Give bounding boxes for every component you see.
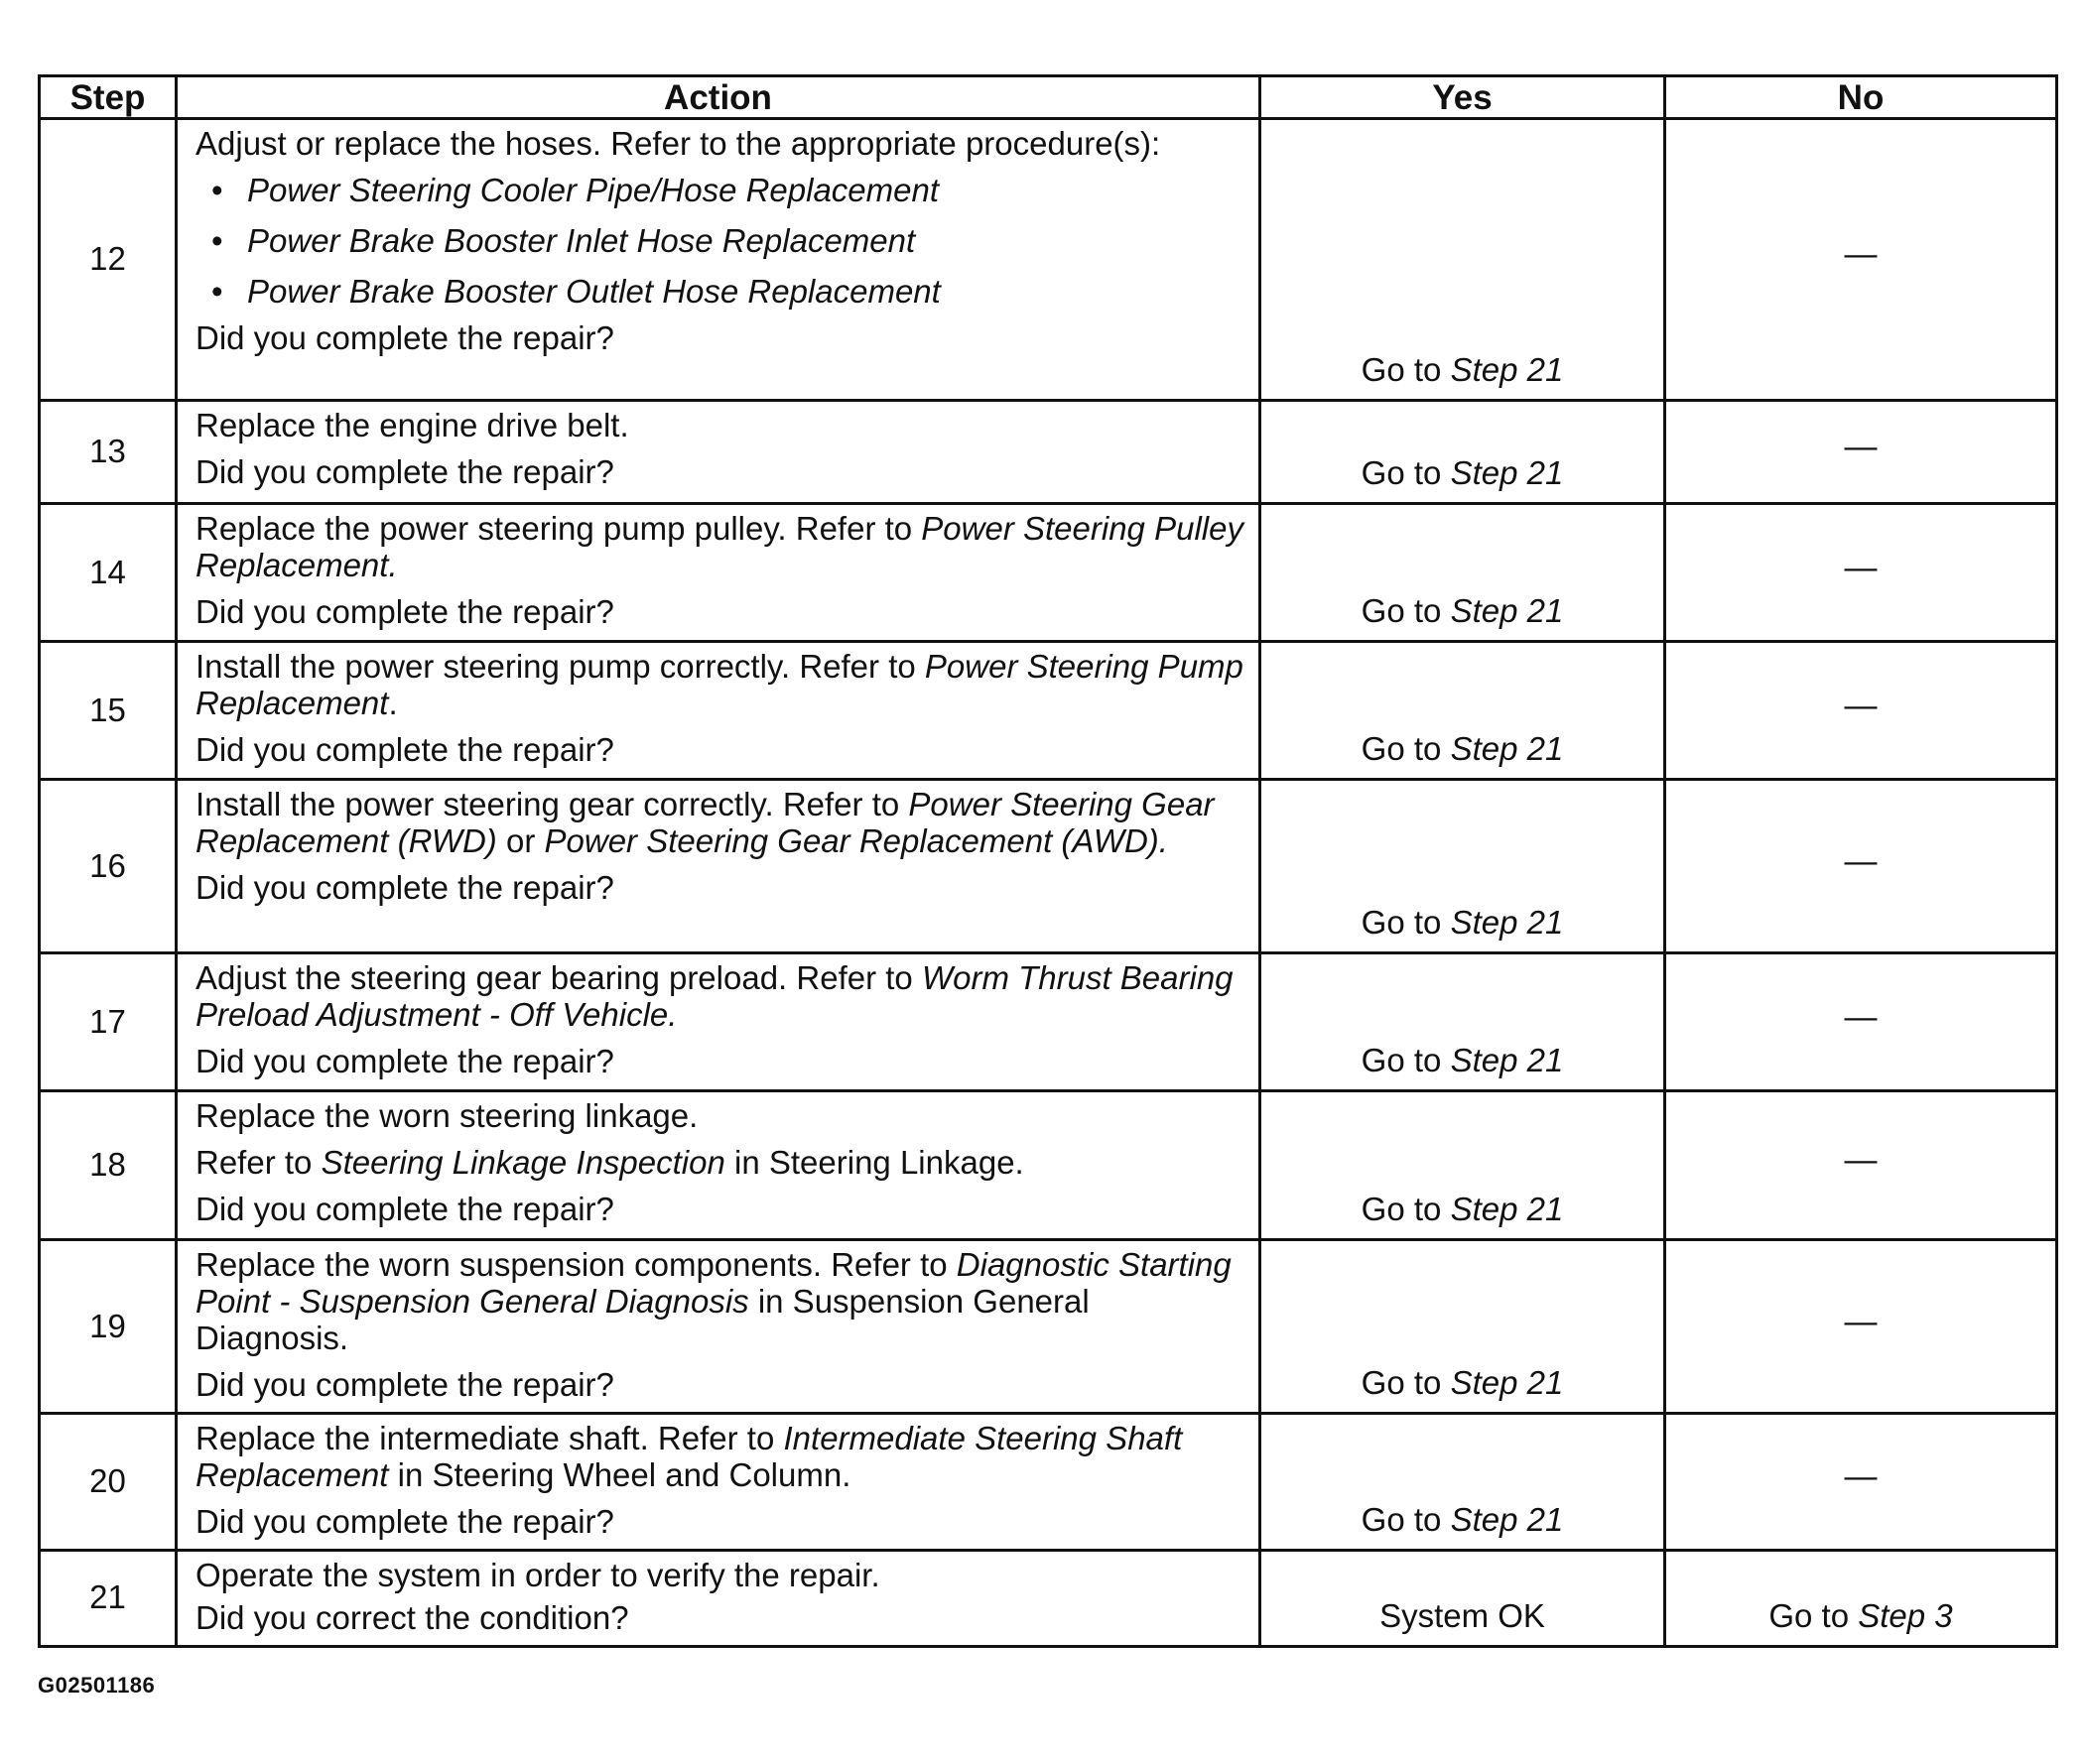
no-dash: —	[1844, 1302, 1878, 1339]
header-row	[40, 76, 2057, 119]
action-text: Adjust the steering gear bearing preload. Refer to Worm Thrust Bearing Preload Adjustment - Off Vehicle.	[196, 959, 1234, 1033]
action-cell	[177, 780, 1260, 953]
go-to-label: Go to	[1361, 1501, 1442, 1539]
procedure-list	[196, 173, 1244, 311]
table-row	[40, 401, 2057, 504]
table-row	[40, 642, 2057, 780]
column-header-action: Action	[177, 76, 1260, 119]
step-number: 12	[40, 119, 177, 401]
step-number: 17	[40, 953, 177, 1091]
action-cell	[177, 1240, 1260, 1414]
action-question: Did you complete the repair?	[196, 1042, 614, 1079]
no-cell	[1665, 780, 2057, 953]
no-dash: —	[1844, 1141, 1878, 1179]
action-cell	[177, 1091, 1260, 1240]
yes-step-link[interactable]: Step 21	[1450, 454, 1564, 492]
table-row	[40, 780, 2057, 953]
no-dash: —	[1844, 686, 1878, 723]
yes-step-link[interactable]: Step 21	[1450, 1191, 1564, 1228]
yes-step-link[interactable]: Step 21	[1450, 730, 1564, 768]
table-row	[40, 504, 2057, 642]
action-question: Did you complete the repair?	[196, 1365, 614, 1403]
yes-cell	[1260, 780, 1665, 953]
step-number: 16	[40, 780, 177, 953]
no-dash: —	[1844, 548, 1878, 585]
action-text: Replace the engine drive belt.	[196, 407, 629, 443]
action-question: Did you complete the repair?	[196, 1502, 614, 1540]
action-text: Operate the system in order to verify the repair.	[196, 1557, 880, 1593]
action-question: Did you complete the repair?	[196, 730, 614, 768]
action-question: Did you complete the repair?	[196, 452, 614, 490]
procedure-link[interactable]: Power Steering Gear Replacement (AWD).	[544, 821, 1168, 859]
action-cell	[177, 1551, 1260, 1647]
no-dash: —	[1844, 428, 1878, 465]
no-cell	[1665, 953, 2057, 1091]
step-number: 15	[40, 642, 177, 780]
action-text: Install the power steering pump correctly. Refer to Power Steering Pump Replacement.	[196, 648, 1243, 721]
step-number: 21	[40, 1551, 177, 1647]
yes-cell	[1260, 953, 1665, 1091]
figure-code: G02501186	[38, 1673, 156, 1698]
diagnostic-table	[38, 74, 2058, 1648]
column-header-yes: Yes	[1260, 76, 1665, 119]
no-step-link[interactable]: Step 3	[1858, 1596, 1953, 1634]
go-to-label: Go to	[1361, 730, 1442, 768]
go-to-label: Go to	[1361, 904, 1442, 942]
yes-step-link[interactable]: Step 21	[1450, 351, 1564, 389]
procedure-link[interactable]: Power Steering Pump Replacement	[196, 648, 1243, 721]
no-cell	[1665, 1551, 2057, 1647]
no-cell	[1665, 401, 2057, 504]
action-text: Replace the worn suspension components. Refer to Diagnostic Starting Point - Suspension General Diagnosis in Suspension General Diagnosis.	[196, 1246, 1232, 1356]
procedure-link[interactable]: • Power Brake Booster Outlet Hose Replacement	[247, 274, 1244, 311]
table-row	[40, 953, 2057, 1091]
table-row	[40, 1240, 2057, 1414]
no-dash: —	[1844, 997, 1878, 1035]
action-question: Did you complete the repair?	[196, 1190, 614, 1227]
table-row	[40, 1091, 2057, 1240]
table-row	[40, 1551, 2057, 1647]
action-reference: Refer to Steering Linkage Inspection in Steering Linkage.	[196, 1143, 1024, 1181]
yes-cell	[1260, 504, 1665, 642]
action-text: Replace the worn steering linkage.	[196, 1097, 699, 1134]
go-to-label: Go to	[1361, 592, 1442, 630]
step-number: 20	[40, 1414, 177, 1551]
procedure-link[interactable]: • Power Steering Cooler Pipe/Hose Replacement	[247, 173, 1244, 209]
step-number: 14	[40, 504, 177, 642]
go-to-label: Go to	[1361, 1191, 1442, 1228]
no-dash: —	[1844, 235, 1878, 273]
table-row	[40, 119, 2057, 401]
yes-cell	[1260, 119, 1665, 401]
action-text: Replace the power steering pump pulley. Refer to Power Steering Pulley Replacement.	[196, 510, 1243, 583]
go-to-label: Go to	[1361, 1042, 1442, 1079]
no-cell	[1665, 119, 2057, 401]
action-cell	[177, 504, 1260, 642]
step-number: 18	[40, 1091, 177, 1240]
yes-step-link[interactable]: Step 21	[1450, 1501, 1564, 1539]
action-cell	[177, 401, 1260, 504]
action-cell	[177, 119, 1260, 401]
no-cell	[1665, 504, 2057, 642]
yes-cell	[1260, 1551, 1665, 1647]
action-question: Did you complete the repair?	[196, 592, 614, 630]
procedure-link[interactable]: Power Steering Pulley Replacement.	[196, 510, 1243, 583]
procedure-link[interactable]: Power Steering Gear Replacement (RWD)	[196, 786, 1215, 859]
column-header-no: No	[1665, 76, 2057, 119]
action-question: Did you correct the condition?	[196, 1598, 629, 1636]
go-to-label: Go to	[1361, 454, 1442, 492]
yes-step-link[interactable]: Step 21	[1450, 592, 1564, 630]
procedure-link[interactable]: • Power Brake Booster Inlet Hose Replacement	[247, 223, 1244, 260]
yes-step-link[interactable]: Step 21	[1450, 1042, 1564, 1079]
procedure-link[interactable]: Worm Thrust Bearing Preload Adjustment - Off Vehicle.	[196, 959, 1234, 1033]
action-cell	[177, 642, 1260, 780]
procedure-link[interactable]: Steering Linkage Inspection	[321, 1143, 725, 1181]
action-question: Did you complete the repair?	[196, 868, 614, 906]
procedure-link[interactable]: Diagnostic Starting Point - Suspension General Diagnosis	[196, 1246, 1232, 1320]
procedure-link[interactable]: Intermediate Steering Shaft Replacement	[196, 1420, 1183, 1493]
column-header-step: Step	[40, 76, 177, 119]
yes-cell	[1260, 401, 1665, 504]
no-cell	[1665, 1414, 2057, 1551]
action-text: Adjust or replace the hoses. Refer to the appropriate procedure(s):	[196, 125, 1161, 162]
no-cell	[1665, 1091, 2057, 1240]
table-row	[40, 1414, 2057, 1551]
action-cell	[177, 1414, 1260, 1551]
yes-step-link[interactable]: Step 21	[1450, 904, 1564, 942]
step-number: 13	[40, 401, 177, 504]
action-question: Did you complete the repair?	[196, 318, 614, 356]
yes-cell	[1260, 1414, 1665, 1551]
yes-cell	[1260, 642, 1665, 780]
go-to-label: Go to	[1361, 1364, 1442, 1402]
action-text: Install the power steering gear correctly. Refer to Power Steering Gear Replacement (RWD) or Power Steering Gear Replacement (AWD).	[196, 786, 1215, 859]
no-dash: —	[1844, 841, 1878, 879]
system-ok-label: System OK	[1379, 1596, 1545, 1634]
step-number: 19	[40, 1240, 177, 1414]
go-to-label: Go to	[1768, 1596, 1850, 1634]
action-cell	[177, 953, 1260, 1091]
no-dash: —	[1844, 1457, 1878, 1495]
yes-step-link[interactable]: Step 21	[1450, 1364, 1564, 1402]
yes-cell	[1260, 1240, 1665, 1414]
go-to-label: Go to	[1361, 351, 1442, 389]
action-text: Replace the intermediate shaft. Refer to Intermediate Steering Shaft Replacement in Steering Wheel and Column.	[196, 1420, 1183, 1493]
no-cell	[1665, 642, 2057, 780]
yes-cell	[1260, 1091, 1665, 1240]
no-cell	[1665, 1240, 2057, 1414]
